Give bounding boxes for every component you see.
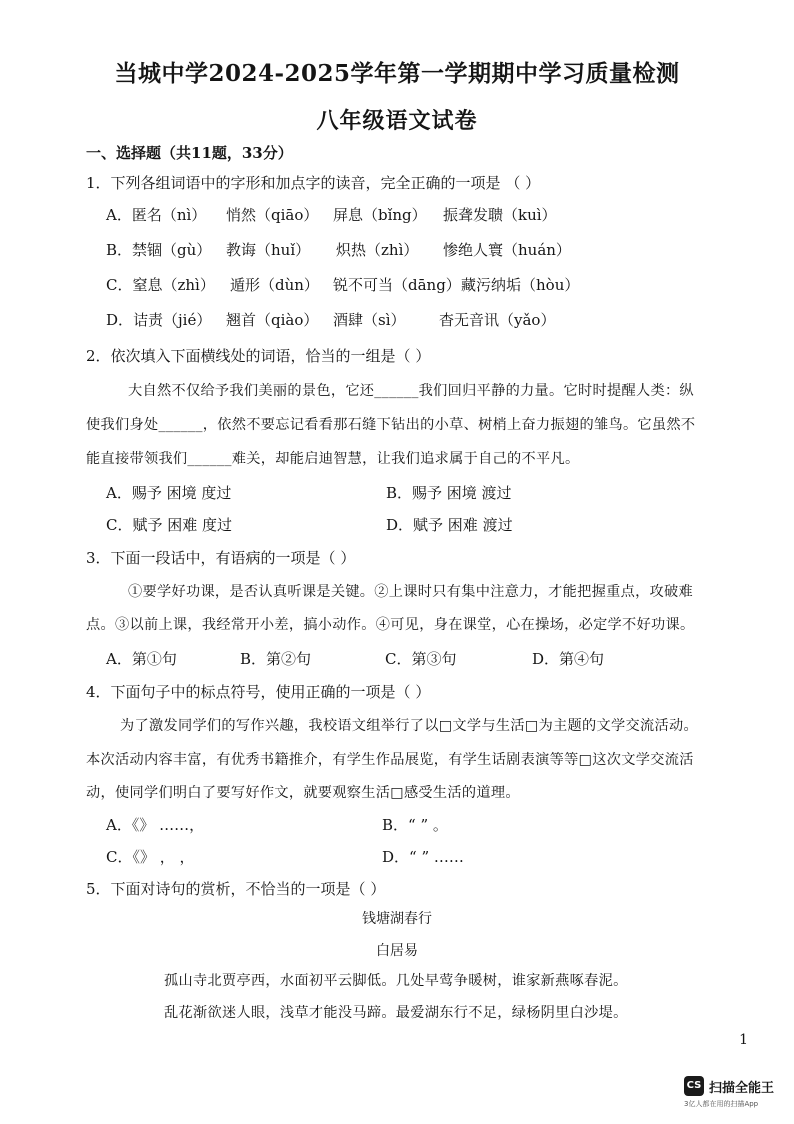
- q4-passage-line-3: 动，使同学们明白了要写好作文，就要观察生活□感受生活的道理。: [86, 785, 520, 801]
- q3-option-d: D．第④句: [532, 650, 605, 668]
- poem-title: 钱塘湖春行: [362, 911, 432, 927]
- q3-passage-line-1: ①要学好功课，是否认真听课是关键。②上课时只有集中注意力，才能把握重点，攻破难: [128, 584, 694, 600]
- q3-option-c: C．第③句: [385, 650, 457, 668]
- q4-passage-line-2: 本次活动内容丰富，有优秀书籍推介，有学生作品展览，有学生话剧表演等等□这次文学交流活: [86, 752, 694, 768]
- q1-option-a-3: 屏息（bǐng）: [333, 206, 427, 224]
- q2-option-d: D．赋予 困难 渡过: [386, 516, 513, 534]
- q1-option-d-4: 杳无音讯（yǎo）: [439, 311, 556, 329]
- q1-option-a-2: 悄然（qiāo）: [226, 206, 319, 224]
- scanner-tagline: 3亿人都在用的扫描App: [684, 1100, 759, 1108]
- q4-passage-line-1: 为了激发同学们的写作兴趣，我校语文组举行了以□文学与生活□为主题的文学交流活动。: [120, 718, 698, 734]
- q3-passage-line-2: 点。③以前上课，我经常开小差，搞小动作。④可见，身在课堂，心在操场，必定学不好功课。: [86, 617, 695, 633]
- q1-option-b-1: B．禁锢（gù）: [106, 241, 212, 259]
- q1-option-d-3: 酒肆（sì）: [333, 311, 406, 329]
- q1-option-c-4: 藏污纳垢（hòu）: [461, 276, 580, 294]
- q1-option-b-3: 炽热（zhì）: [336, 241, 419, 259]
- scanner-name: 扫描全能王: [709, 1081, 775, 1096]
- scanner-logo-icon: CS: [684, 1076, 704, 1096]
- q1-option-a-1: A．匿名（nì）: [106, 206, 207, 224]
- poem-line-1: 孤山寺北贾亭西，水面初平云脚低。几处早莺争暖树，谁家新燕啄春泥。: [164, 973, 628, 989]
- q1-option-b-2: 教诲（huǐ）: [226, 241, 311, 259]
- page-number: 1: [739, 1032, 748, 1048]
- q2-passage-line-1: 大自然不仅给予我们美丽的景色，它还______我们回归平静的力量。它时时提醒人类：纵: [128, 383, 694, 399]
- question-3-stem: 3．下面一段话中，有语病的一项是（ ）: [86, 549, 356, 567]
- q4-option-a: A．《》 ……，: [106, 816, 205, 834]
- q2-passage-line-3: 能直接带领我们______难关，却能启迪智慧，让我们追求属于自己的不平凡。: [86, 451, 580, 467]
- q3-option-a: A．第①句: [106, 650, 177, 668]
- q2-option-c: C．赋予 困难 度过: [106, 516, 233, 534]
- question-4-stem: 4．下面句子中的标点符号，使用正确的一项是（ ）: [86, 683, 431, 701]
- question-1-stem: 1．下列各组词语中的字形和加点字的读音，完全正确的一项是 （ ）: [86, 174, 541, 192]
- q1-option-d-2: 翘首（qiào）: [226, 311, 319, 329]
- q3-option-b: B．第②句: [240, 650, 312, 668]
- question-2-stem: 2．依次填入下面横线处的词语，恰当的一组是（ ）: [86, 347, 431, 365]
- q4-option-b: B．“ ” 。: [382, 816, 448, 834]
- q1-option-b-4: 惨绝人寰（huán）: [443, 241, 571, 259]
- q1-option-a-4: 振聋发聩（kuì）: [443, 206, 557, 224]
- exam-title: 当城中学2024-2025学年第一学期期中学习质量检测: [114, 60, 680, 87]
- q2-option-b: B．赐予 困境 渡过: [386, 484, 512, 502]
- section-title: 一、选择题（共11题，33分）: [86, 144, 293, 162]
- q1-option-c-3: 锐不可当（dāng）: [333, 276, 461, 294]
- q1-option-d-1: D．诘责（jié）: [106, 311, 212, 329]
- q1-option-c-2: 遁形（dùn）: [230, 276, 319, 294]
- q2-option-a: A．赐予 困境 度过: [106, 484, 232, 502]
- q2-passage-line-2: 使我们身处______，依然不要忘记看看那石缝下钻出的小草、树梢上奋力振翅的雏鸟。它虽然不: [86, 417, 696, 433]
- poem-author: 白居易: [376, 943, 418, 959]
- poem-line-2: 乱花渐欲迷人眼，浅草才能没马蹄。最爱湖东行不足，绿杨阴里白沙堤。: [164, 1005, 628, 1021]
- q1-option-c-1: C．窒息（zhì）: [106, 276, 215, 294]
- question-5-stem: 5．下面对诗句的赏析，不恰当的一项是（ ）: [86, 880, 386, 898]
- q4-option-d: D．“ ” ……: [382, 848, 464, 866]
- exam-subtitle: 八年级语文试卷: [316, 108, 478, 134]
- q4-option-c: C．《》 ， ，: [106, 848, 195, 866]
